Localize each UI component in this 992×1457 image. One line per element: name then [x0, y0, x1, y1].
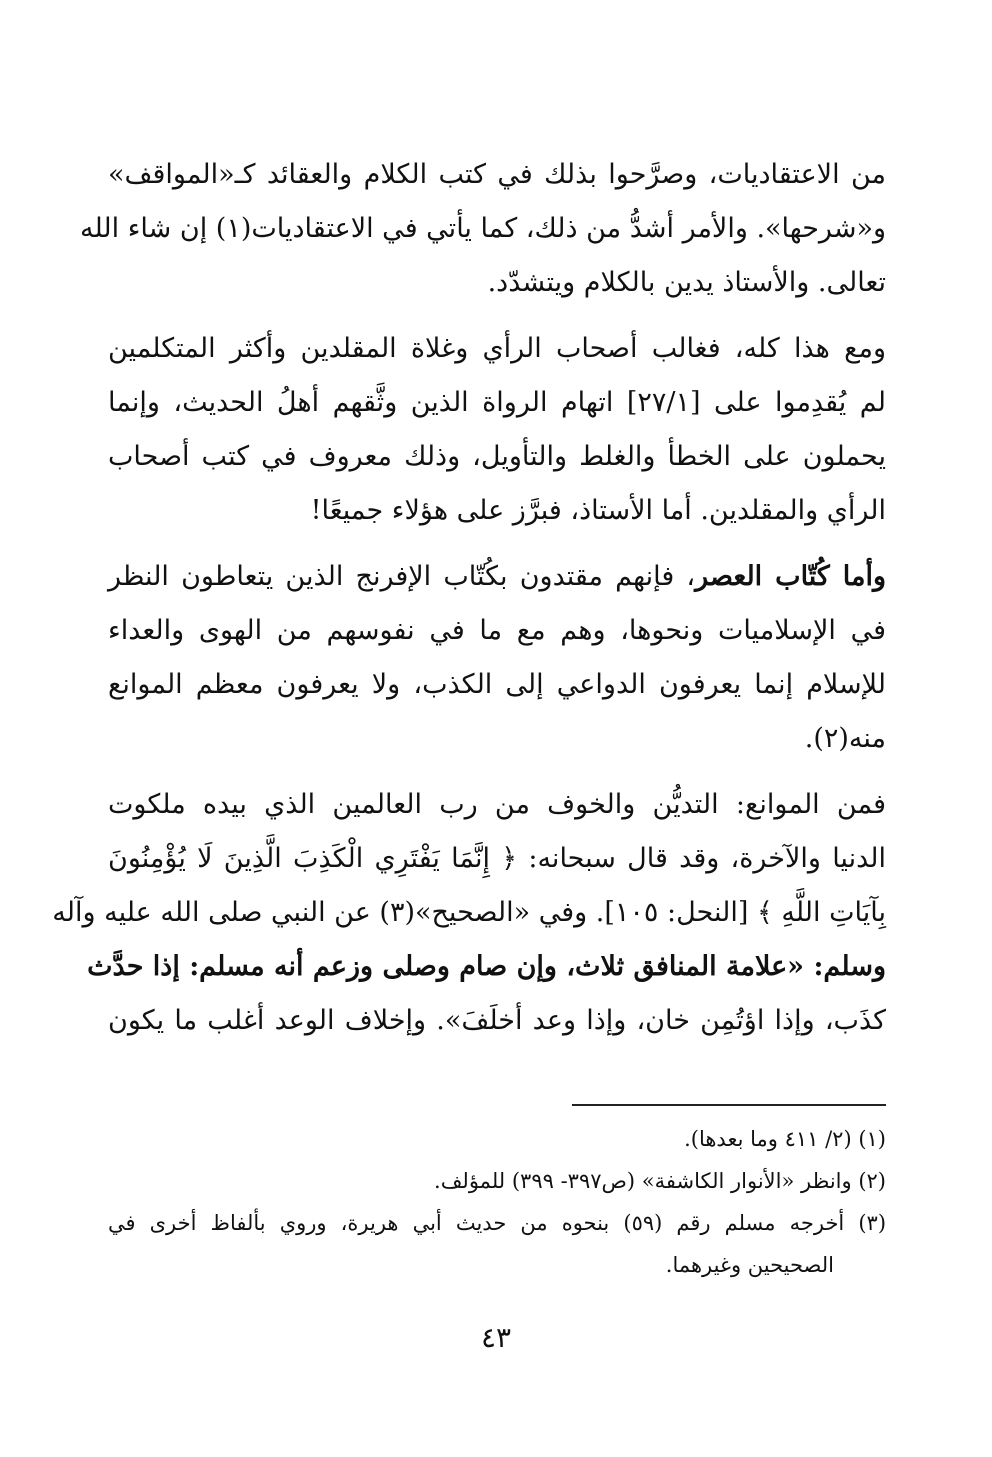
text-line: الدنيا والآخرة، وقد قال سبحانه: ﴿ إِنَّمَا يَفْتَرِي الْكَذِبَ الَّذِينَ لَا يُؤْمِنُونَ	[108, 843, 886, 874]
paragraph-2	[108, 322, 886, 538]
paragraph-3	[108, 550, 886, 766]
text-line: يحملون على الخطأ والغلط والتأويل، وذلك معروف في كتب أصحاب	[108, 441, 886, 472]
text-line: الرأي والمقلدين. أما الأستاذ، فبرَّز على هؤلاء جميعًا!	[310, 495, 886, 526]
footnote-separator	[572, 1104, 886, 1106]
footnote-2: (٢) وانظر «الأنوار الكاشفة» (ص٣٩٧- ٣٩٩) للمؤلف.	[434, 1169, 886, 1193]
main-text	[52, 148, 886, 1060]
footnote-3: (٣) أخرجه مسلم رقم (٥٩) بنحوه من حديث أبي هريرة، وروي بألفاظ أخرى في	[108, 1211, 887, 1235]
text-line: و«شرحها». والأمر أشدُّ من ذلك، كما يأتي في الاعتقاديات(١) إن شاء الله	[80, 213, 886, 244]
text-line: وأما كُتّاب العصر، فإنهم مقتدون بكُتّاب الإفرنج الذين يتعاطون النظر	[108, 561, 886, 592]
text-line: من الاعتقاديات، وصرَّحوا بذلك في كتب الكلام والعقائد كـ«المواقف»	[108, 159, 886, 190]
page-number: ٤٣	[480, 1321, 512, 1354]
text-line: بِآيَاتِ اللَّهِ ﴾ [النحل: ١٠٥]. وفي «الصحيح»(٣) عن النبي صلى الله عليه وآله	[52, 897, 886, 928]
bold-lead: وأما كُتّاب العصر	[695, 561, 886, 592]
footnote-3-continuation: الصحيحين وغيرهما.	[665, 1253, 834, 1277]
text-line: ومع هذا كله، فغالب أصحاب الرأي وغلاة المقلدين وأكثر المتكلمين	[108, 333, 886, 364]
text-line: فمن الموانع: التديُّن والخوف من رب العالمين الذي بيده ملكوت	[108, 789, 886, 820]
text-line: تعالى. والأستاذ يدين بالكلام ويتشدّد.	[487, 267, 886, 298]
text-line: لم يُقدِموا على [٢٧/١] اتهام الرواة الذين وثَّقهم أهلُ الحديث، وإنما	[108, 387, 886, 418]
text-line: منه(٢).	[804, 723, 886, 754]
text-line: للإسلام إنما يعرفون الدواعي إلى الكذب، ولا يعرفون معظم الموانع	[108, 669, 886, 700]
text-line: كذَب، وإذا اؤتُمِن خان، وإذا وعد أخلَفَ». وإخلاف الوعد أغلب ما يكون	[108, 1005, 886, 1036]
paragraph-1	[80, 148, 886, 310]
text-line: في الإسلاميات ونحوها، وهم مع ما في نفوسهم من الهوى والعداء	[108, 615, 886, 646]
footnotes	[108, 1118, 886, 1286]
footnote-1: (١) (٢/ ٤١١ وما بعدها).	[684, 1127, 886, 1151]
text-line: وسلم: «علامة المنافق ثلاث، وإن صام وصلى وزعم أنه مسلم: إذا حدَّث	[87, 951, 886, 982]
paragraph-4	[52, 778, 886, 1048]
